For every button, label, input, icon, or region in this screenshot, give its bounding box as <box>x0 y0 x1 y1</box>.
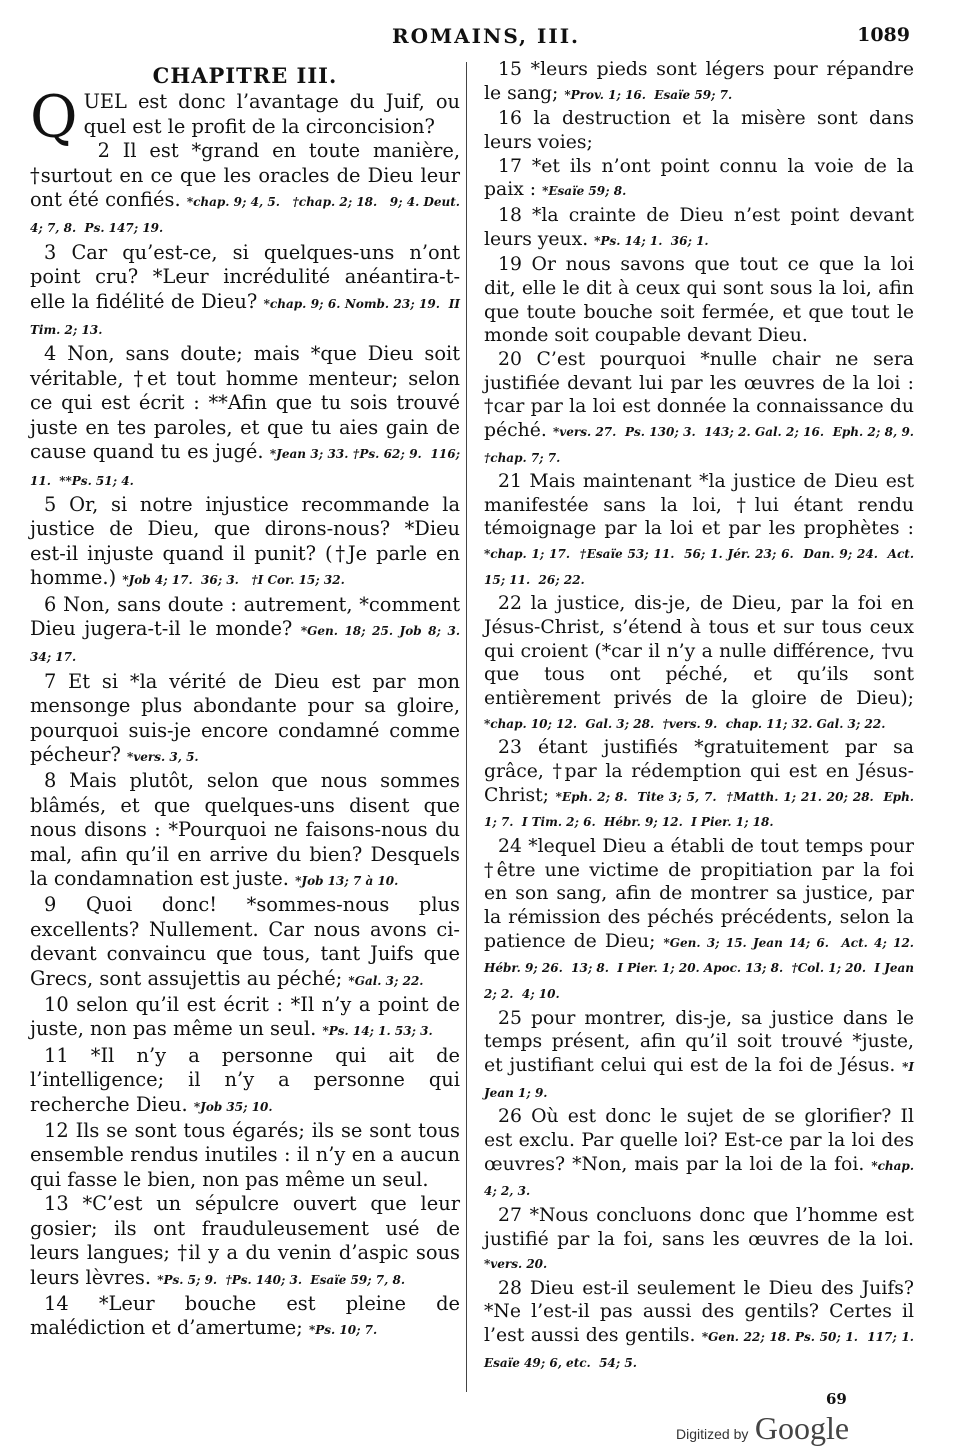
verse <box>484 1007 919 1106</box>
page-number: 1089 <box>857 24 910 46</box>
verse <box>484 253 914 348</box>
verse-text: 8 Mais plutôt, selon que nous sommes blâmés, et que quelques-uns disent que nous disons : *Pourquoi ne faisons-nous du mal, afin qu’il en arrive du bien? Desquels la condamnation est juste. <box>30 769 460 890</box>
verse <box>30 83 460 152</box>
cross-references: *Gen. 22; 18. Ps. 50; 1. 117; 1. Esaïe 49; 6, etc. 54; 5. <box>484 1330 923 1370</box>
verse <box>484 1204 914 1277</box>
verse <box>484 470 919 592</box>
cross-references: *chap. 1; 17. †Esaïe 53; 11. 56; 1. Jér. 23; 6. Dan. 9; 24. Act. 15; 11. 26; 22. <box>484 547 919 587</box>
cross-references: *chap. 9; 6. Nomb. 23; 19. II Tim. 2; 13. <box>30 296 465 338</box>
cross-references: *Ps. 14; 1. 36; 1. <box>594 233 709 248</box>
verse <box>30 993 460 1044</box>
left-column <box>30 60 469 1343</box>
cross-references: *vers. 20. <box>484 1257 548 1272</box>
verse-text: UEL est donc l’avantage du Juif, ou quel est le profit de la circoncision? <box>83 90 460 138</box>
google-logo: Google <box>754 1410 850 1446</box>
verse <box>30 1292 460 1343</box>
cross-references: *Ps. 10; 7. <box>308 1323 378 1338</box>
verse <box>484 592 914 736</box>
verse <box>30 139 465 241</box>
verse <box>484 348 923 470</box>
verse-text: 5 Or, si notre injustice recommande la justice de Dieu, que dirons-nous? *Dieu est-il injuste quand il punit? (†Je parle en homme.) <box>30 492 460 590</box>
verse <box>30 1119 460 1192</box>
verse <box>30 769 460 893</box>
verse <box>484 58 914 107</box>
cross-references: *Ps. 5; 9. †Ps. 140; 3. Esaïe 59; 7, 8. <box>157 1272 406 1287</box>
cross-references: *Prov. 1; 16. Esaïe 59; 7. <box>564 87 733 102</box>
verse <box>484 155 914 204</box>
verse <box>30 342 465 492</box>
verse <box>484 204 914 253</box>
verse-text: 25 pour montrer, dis-je, sa justice dans le temps présent, afin qu’il soit trouvé *juste, et justifiant celui qui est de la foi de Jésus. <box>484 1007 914 1076</box>
verse-text: 10 selon qu’il est écrit : *Il n’y a point de juste, non pas même un seul. <box>30 993 460 1041</box>
verse-text: 13 *C’est un sépulcre ouvert que leur gosier; ils ont frauduleusement usé de leurs langues; †il y a du venin d’aspic sous leurs lèvres. <box>30 1192 460 1289</box>
right-column <box>484 58 923 1375</box>
cross-references: *I Jean 1; 9. <box>484 1059 919 1100</box>
running-title: ROMAINS, III. <box>391 24 581 48</box>
verse-text: 9 Quoi donc! *sommes-nous plus excellents? Nullement. Car nous avons ci-devant convaincu que tous, tant Juifs que Grecs, sont assujettis au péché; <box>30 893 460 990</box>
cross-references: *Esaïe 59; 8. <box>542 184 627 199</box>
cross-references: *Gen. 18; 25. Job 8; 3. 34; 17. <box>30 623 469 665</box>
verse-text: 28 Dieu est-il seulement le Dieu des Juifs? *Ne l’est-il pas aussi des gentils? Certes il l’est aussi des gentils. <box>484 1277 914 1347</box>
verse-text: 21 Mais maintenant *la justice de Dieu est manifestée sans la loi, †lui étant rendu témoignage par la loi et par les prophètes : <box>484 471 914 540</box>
cross-references: *vers. 27. Ps. 130; 3. 143; 2. Gal. 2; 16. Eph. 2; 8, 9. †chap. 7; 7. <box>484 424 923 465</box>
cross-references: *chap. 10; 12. Gal. 3; 28. †vers. 9. chap. 11; 32. Gal. 3; 22. <box>484 716 886 731</box>
cross-references: *Gen. 3; 15. Jean 14; 6. Act. 4; 12. Hébr. 9; 26. 13; 8. I Pier. 1; 20. Apoc. 13; 8. †Col. 1; 20. I Jean 2; 2. 4; 10. <box>484 935 923 1001</box>
column-divider <box>466 62 467 1392</box>
verse <box>30 493 460 593</box>
cross-references: *Jean 3; 33. †Ps. 62; 9. 116; 11. **Ps. 51; 4. <box>30 447 465 488</box>
cross-references: *Job 4; 17. 36; 3. †I Cor. 15; 32. <box>122 573 345 588</box>
verse-text: 18 *la crainte de Dieu n’est point devant leurs yeux. <box>484 204 914 250</box>
cross-references: *Job 13; 7 à 10. <box>295 874 399 888</box>
verse-text: 22 la justice, dis-je, de Dieu, par la foi en Jésus-Christ, s’étend à tous et sur tous ceux qui croient (*car il n’y a nulle différence, †vu que tous ont péché, et qu’ils sont entièrement privés de la gloire de Dieu); <box>484 593 914 710</box>
verse <box>30 592 469 670</box>
verse <box>30 670 460 770</box>
verse-text: 6 Non, sans doute : autrement, *comment Dieu jugera-t-il le monde? <box>30 592 460 640</box>
signature-mark: 69 <box>826 1390 847 1408</box>
digitized-label: Digitized by <box>676 1426 749 1442</box>
verse-text: 2 Il est *grand en toute manière, †surtout en ce que les oracles de Dieu leur ont été confiés. <box>30 139 460 212</box>
cross-references: *vers. 3, 5. <box>127 749 199 764</box>
verse-text: 24 *lequel Dieu a établi de tout temps pour †être une victime de propitiation par la foi en son sang, afin de montrer sa justice, par la rémission des péchés précédents, selon la patience de Dieu; <box>484 836 914 952</box>
verse-text: 15 *leurs pieds sont légers pour répandre le sang; <box>484 59 914 104</box>
cross-references: *Eph. 2; 8. Tite 3; 5, 7. †Matth. 1; 21. 20; 28. Eph. 1; 7. I Tim. 2; 6. Hébr. 9; 12. I Pier. 1; 18. <box>484 789 919 830</box>
cross-references: *Ps. 14; 1. 53; 3. <box>322 1024 433 1039</box>
drop-cap: Q <box>30 83 78 152</box>
verse-text: 17 *et ils n’ont point connu la voie de la paix : <box>484 155 914 201</box>
verse-text: 27 *Nous concluons donc que l’homme est justifié par la foi, sans les œuvres de la loi. <box>484 1204 914 1250</box>
verse <box>484 1105 919 1204</box>
verse-text: 4 Non, sans doute; mais *que Dieu soit véritable, †et tout homme menteur; selon ce qui est écrit : **Afin que tu sois trouvé juste en tes paroles, et que tu aies gain de cause quand tu es jugé. <box>30 342 460 464</box>
verse-text: 3 Car qu’est-ce, si quelques-uns n’ont point cru? *Leur incrédulité anéantira-t-elle la fidélité de Dieu? <box>30 240 460 313</box>
cross-references: *chap. 9; 4, 5. †chap. 2; 18. 9; 4. Deut. 4; 7, 8. Ps. 147; 19. <box>30 195 465 236</box>
verse-text: 11 *Il n’y a personne qui ait de l’intelligence; il n’y a personne qui recherche Dieu. <box>30 1043 460 1116</box>
verse-text: 12 Ils se sont tous égarés; ils se sont tous ensemble rendus inutiles : il n’y en a aucun qui fasse le bien, non pas même un seul. <box>30 1119 460 1191</box>
verse <box>484 1277 923 1376</box>
cross-references: *Job 35; 10. <box>193 1099 273 1114</box>
verse <box>484 736 919 835</box>
cross-references: *Gal. 3; 22. <box>348 973 424 988</box>
running-header <box>0 24 972 54</box>
verse-text: 14 *Leur bouche est pleine de malédiction et d’amertume; <box>30 1291 460 1340</box>
verse <box>484 835 923 1007</box>
chapter-heading: CHAPITRE III. <box>152 63 338 88</box>
verse-text: 16 la destruction et la misère sont dans leurs voies; <box>484 108 914 153</box>
verse <box>30 1044 460 1119</box>
verse-text: 20 C’est pourquoi *nulle chair ne sera justifiée devant lui par les œuvres de la loi : †car par la loi est donnée la connaissance du péché. <box>484 348 914 441</box>
cross-references: *chap. 4; 2, 3. <box>484 1158 919 1199</box>
verse <box>30 893 460 993</box>
verse <box>30 1192 460 1292</box>
verse-text: 26 Où est donc le sujet de se glorifier? Il est exclu. Par quelle loi? Est-ce par la loi des œuvres? *Non, mais par la loi de la foi. <box>484 1106 914 1175</box>
verse-text: 23 étant justifiés *gratuitement par sa grâce, †par la rédemption qui est en Jésus-Christ; <box>484 737 914 806</box>
verse-text: 19 Or nous savons que tout ce que la loi dit, elle le dit à ceux qui sont sous la loi, afin que toute bouche soit fermée, et que tout le monde soit coupable devant Dieu. <box>484 254 914 347</box>
verse <box>484 107 914 154</box>
verse <box>30 240 465 343</box>
verse-text: 7 Et si *la vérité de Dieu est par mon mensonge plus abondante pour sa gloire, pourquoi suis-je encore condamné comme pécheur? <box>30 669 460 766</box>
digitized-by-watermark <box>676 1410 849 1444</box>
